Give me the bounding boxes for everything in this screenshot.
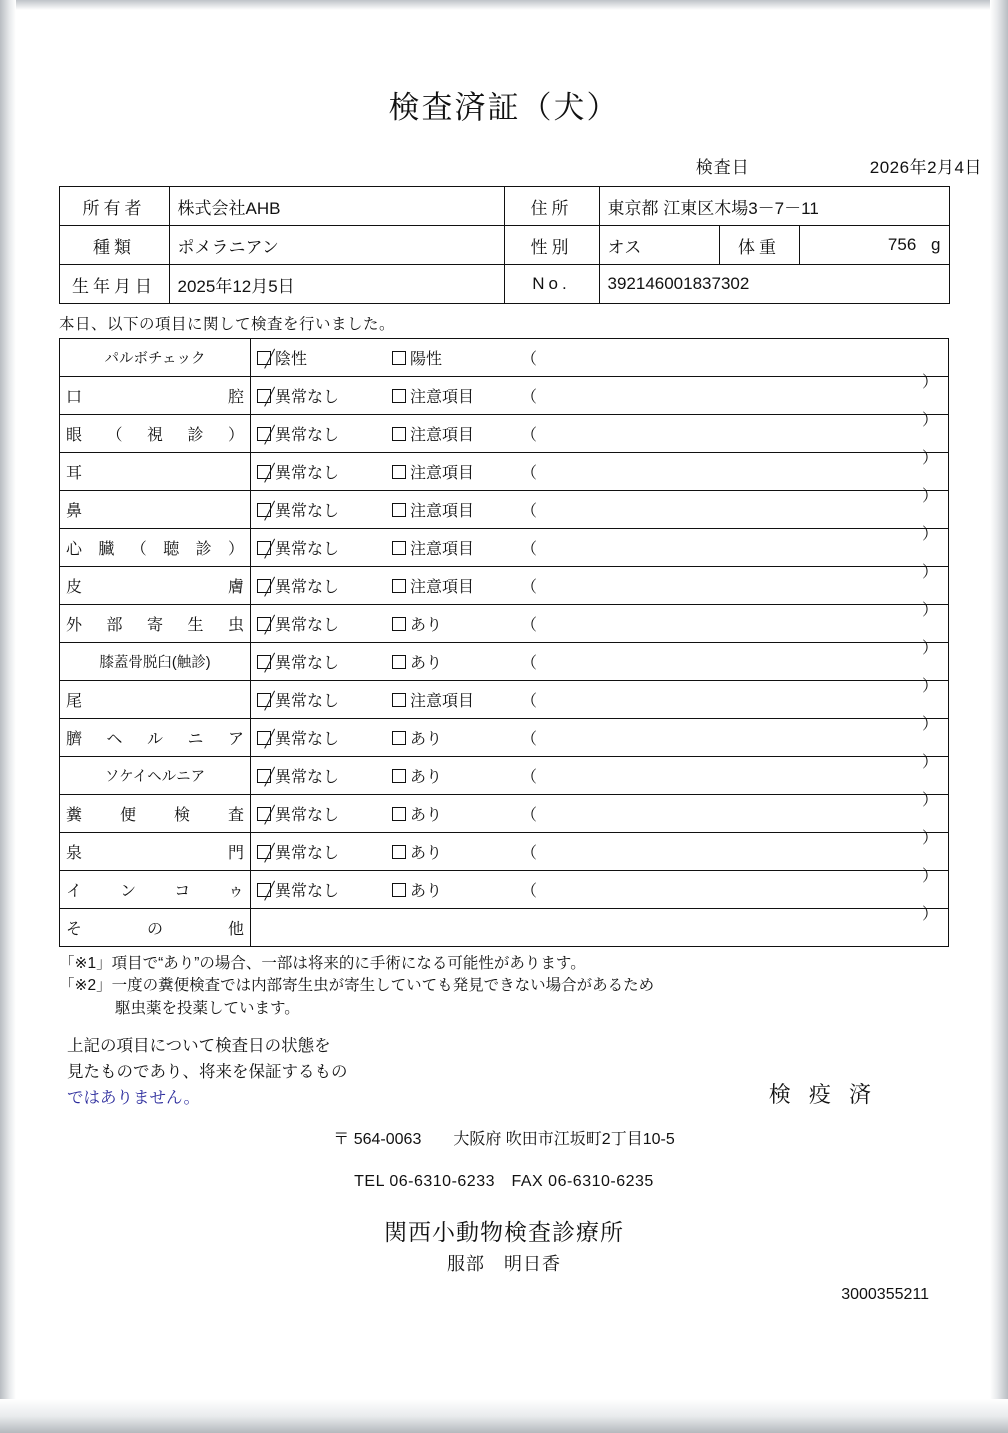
checkbox-icon[interactable]	[392, 503, 406, 517]
inspection-item-row	[60, 909, 949, 947]
inspection-item-options	[251, 453, 949, 505]
other-item-label: そ の 他	[60, 909, 251, 947]
option-primary-label: 異常なし	[275, 617, 340, 634]
inspection-item-options	[251, 833, 949, 885]
inspection-date-row	[18, 153, 990, 178]
option-primary[interactable]	[257, 802, 392, 825]
option-secondary[interactable]	[392, 878, 517, 901]
checkbox-icon[interactable]	[392, 655, 406, 669]
option-secondary-label: あり	[410, 655, 443, 672]
inspection-item-row	[60, 529, 949, 567]
option-primary-label: 異常なし	[275, 845, 340, 862]
inspection-date-value: 2026年2月4日	[869, 158, 982, 177]
inspection-item-options	[251, 491, 949, 543]
remark-paren-close: ）	[921, 412, 938, 429]
document-serial-number: 3000355211	[841, 1286, 929, 1304]
disclaimer-line-2: 見たものであり、将来を保証するもの	[67, 1062, 348, 1081]
scan-edge-left	[0, 0, 16, 1433]
remark-paren-close: ）	[921, 906, 938, 923]
checkbox-icon[interactable]	[392, 541, 406, 555]
option-secondary-label: 注意項目	[410, 579, 475, 596]
inspection-item-label: 皮 膚	[60, 567, 251, 605]
inspection-item-row	[60, 491, 949, 529]
remark-paren-open: （	[521, 351, 538, 368]
remark-paren-close: ）	[921, 716, 938, 733]
checkbox-icon[interactable]	[257, 541, 271, 555]
option-primary[interactable]	[257, 498, 392, 521]
remark-paren-open: （	[521, 389, 538, 406]
checkbox-icon[interactable]	[257, 807, 271, 821]
inspection-item-label: 外部寄生虫	[60, 605, 251, 643]
remark-paren-open: （	[521, 845, 538, 862]
checkbox-icon[interactable]	[392, 579, 406, 593]
weight-value-cell	[799, 226, 949, 265]
inspection-item-options	[251, 757, 949, 809]
option-primary[interactable]	[257, 460, 392, 483]
option-primary[interactable]	[257, 650, 392, 673]
sex-label: 性別	[504, 226, 599, 265]
inspection-item-label: 臍ヘルニア	[60, 719, 251, 757]
option-primary[interactable]	[257, 612, 392, 635]
remark-paren-open: （	[521, 807, 538, 824]
checkbox-icon[interactable]	[257, 655, 271, 669]
inspection-item-row	[60, 871, 949, 909]
option-secondary-label: 注意項目	[410, 465, 475, 482]
inspection-item-options	[251, 529, 949, 581]
remark-paren-close: ）	[921, 564, 938, 581]
checkbox-icon[interactable]	[257, 427, 271, 441]
option-primary-label: 異常なし	[275, 541, 340, 558]
option-primary-label: 異常なし	[275, 465, 340, 482]
footer-area	[59, 1034, 949, 1304]
weight-unit: g	[931, 235, 941, 254]
inspection-item-row	[60, 719, 949, 757]
clinic-name: 関西小動物検査診療所	[384, 1219, 624, 1246]
remark-paren-open: （	[521, 883, 538, 900]
option-secondary[interactable]	[392, 726, 517, 749]
option-secondary-label: 注意項目	[410, 541, 475, 558]
option-primary-label: 異常なし	[275, 427, 340, 444]
inspection-date-label: 検査日	[695, 158, 750, 177]
clinic-address: 〒 564-0063 大阪府 吹田市江坂町2丁目10-5	[333, 1131, 675, 1149]
option-secondary[interactable]	[392, 612, 517, 635]
option-primary-label: 異常なし	[275, 389, 340, 406]
footnote-2: 「※2」一度の糞便検査では内部寄生虫が寄生していても発見できない場合があるため	[59, 977, 655, 995]
option-secondary-label: 注意項目	[410, 389, 475, 406]
option-primary-label: 異常なし	[275, 769, 340, 786]
option-primary-label: 異常なし	[275, 579, 340, 596]
certificate-sheet	[18, 10, 990, 1390]
weight-value: 756	[887, 235, 917, 254]
inspection-item-label: 眼（視診）	[60, 415, 251, 453]
checkbox-icon[interactable]	[257, 503, 271, 517]
inspection-item-label: パルボチェック	[60, 339, 251, 377]
remark-paren-close: ）	[921, 602, 938, 619]
table-row	[59, 226, 949, 265]
checkbox-icon[interactable]	[392, 617, 406, 631]
document-title: 検査済証（犬）	[388, 90, 620, 125]
option-primary[interactable]	[257, 346, 392, 369]
option-primary-label: 異常なし	[275, 807, 340, 824]
option-primary-label: 陰性	[275, 351, 308, 368]
owner-value: 株式会社AHB	[169, 187, 504, 226]
address-value: 東京都 江東区木場3－7－11	[599, 187, 949, 226]
table-row	[59, 265, 949, 304]
breed-label: 種類	[59, 226, 169, 265]
inspection-item-row	[60, 453, 949, 491]
inspection-item-row	[60, 377, 949, 415]
option-secondary[interactable]	[392, 574, 517, 597]
option-primary[interactable]	[257, 384, 392, 407]
checkbox-icon[interactable]	[392, 693, 406, 707]
option-secondary-label: あり	[410, 883, 443, 900]
option-secondary[interactable]	[392, 688, 517, 711]
option-primary-label: 異常なし	[275, 883, 340, 900]
option-secondary-label: 注意項目	[410, 693, 475, 710]
checkbox-icon[interactable]	[257, 351, 271, 365]
disclaimer-line-3: ではありません。	[67, 1088, 200, 1107]
inspection-item-options	[251, 415, 949, 467]
remark-paren-close: ）	[921, 792, 938, 809]
clinic-phone-fax: TEL 06-6310-6233 FAX 06-6310-6235	[354, 1173, 654, 1191]
remark-paren-open: （	[521, 731, 538, 748]
remark-paren-close: ）	[921, 830, 938, 847]
inspection-item-options	[251, 377, 949, 429]
checkbox-icon[interactable]	[257, 731, 271, 745]
inspection-item-options	[251, 567, 949, 619]
checkbox-icon[interactable]	[257, 769, 271, 783]
birthdate-value: 2025年12月5日	[169, 265, 504, 304]
option-primary-label: 異常なし	[275, 503, 340, 520]
inspection-item-row	[60, 415, 949, 453]
inspection-item-row	[60, 833, 949, 871]
footnote-1: 「※1」項目で“あり”の場合、一部は将来的に手術になる可能性があります。	[59, 955, 586, 972]
option-secondary[interactable]	[392, 422, 517, 445]
option-primary-label: 異常なし	[275, 693, 340, 710]
breed-value: ポメラニアン	[169, 226, 504, 265]
remark-paren-open: （	[521, 503, 538, 520]
inspection-item-row	[60, 757, 949, 795]
remark-paren-open: （	[521, 655, 538, 672]
remark-paren-close: ）	[921, 488, 938, 505]
remark-paren-open: （	[521, 541, 538, 558]
scan-edge-top	[0, 0, 1008, 10]
option-secondary-label: 注意項目	[410, 427, 475, 444]
scan-edge-bottom	[0, 1399, 1008, 1433]
option-secondary-label: あり	[410, 617, 443, 634]
option-primary-label: 異常なし	[275, 731, 340, 748]
inspection-item-options	[251, 719, 949, 771]
birthdate-label: 生年月日	[59, 265, 169, 304]
option-secondary[interactable]	[392, 764, 517, 787]
inspection-items-table	[59, 338, 949, 947]
checkbox-icon[interactable]	[257, 693, 271, 707]
inspection-item-row	[60, 643, 949, 681]
inspection-item-row	[60, 339, 949, 377]
remark-paren-close: ）	[921, 678, 938, 695]
inspection-item-row	[60, 795, 949, 833]
remark-paren-open: （	[521, 617, 538, 634]
option-secondary[interactable]	[392, 536, 517, 559]
remark-paren-close: ）	[921, 640, 938, 657]
inspection-item-options	[251, 339, 949, 391]
option-primary-label: 異常なし	[275, 655, 340, 672]
remark-paren-close: ）	[921, 450, 938, 467]
remark-paren-open: （	[521, 693, 538, 710]
inspection-item-label: ソケイヘルニア	[60, 757, 251, 795]
microchip-no-label: No.	[504, 265, 599, 304]
option-secondary-label: 陽性	[410, 351, 443, 368]
checkbox-icon[interactable]	[392, 427, 406, 441]
remark-paren-close: ）	[921, 374, 938, 391]
inspection-item-label: 泉 門	[60, 833, 251, 871]
inspection-item-label: 鼻	[60, 491, 251, 529]
inspection-item-options	[251, 605, 949, 657]
other-item-value[interactable]	[251, 909, 949, 947]
option-secondary[interactable]	[392, 802, 517, 825]
option-secondary[interactable]	[392, 384, 517, 407]
option-secondary[interactable]	[392, 460, 517, 483]
inspection-item-options	[251, 795, 949, 847]
inspection-item-label: 心臓（聴診）	[60, 529, 251, 567]
inspection-item-label: 耳	[60, 453, 251, 491]
checkbox-icon[interactable]	[392, 883, 406, 897]
checkbox-icon[interactable]	[392, 351, 406, 365]
inspection-item-row	[60, 567, 949, 605]
option-secondary-label: あり	[410, 807, 443, 824]
scan-edge-right	[990, 0, 1008, 1433]
weight-label: 体重	[719, 226, 799, 265]
option-secondary[interactable]	[392, 498, 517, 521]
microchip-no-value: 392146001837302	[599, 265, 949, 304]
inspection-item-label: 糞 便 検 査	[60, 795, 251, 833]
checkbox-icon[interactable]	[257, 883, 271, 897]
checkbox-icon[interactable]	[257, 617, 271, 631]
address-label: 住所	[504, 187, 599, 226]
remark-paren-close: ）	[921, 526, 938, 543]
inspection-item-row	[60, 605, 949, 643]
remark-paren-close: ）	[921, 868, 938, 885]
checkbox-icon[interactable]	[392, 845, 406, 859]
option-primary[interactable]	[257, 574, 392, 597]
checkbox-icon[interactable]	[392, 807, 406, 821]
option-secondary-label: あり	[410, 731, 443, 748]
option-secondary-label: あり	[410, 845, 443, 862]
inspection-item-label: 尾	[60, 681, 251, 719]
inspection-notice: 本日、以下の項目に関して検査を行いました。	[59, 316, 396, 333]
checkbox-icon[interactable]	[257, 389, 271, 403]
inspection-item-options	[251, 681, 949, 733]
option-secondary-label: あり	[410, 769, 443, 786]
table-row	[59, 187, 949, 226]
option-secondary[interactable]	[392, 840, 517, 863]
option-primary[interactable]	[257, 726, 392, 749]
checkbox-icon[interactable]	[257, 579, 271, 593]
owner-label: 所有者	[59, 187, 169, 226]
remark-paren-open: （	[521, 769, 538, 786]
option-primary[interactable]	[257, 840, 392, 863]
inspector-name: 服部 明日香	[447, 1254, 561, 1275]
checkbox-icon[interactable]	[392, 465, 406, 479]
inspection-item-label: 口 腔	[60, 377, 251, 415]
subject-info-table	[59, 186, 950, 304]
checkbox-icon[interactable]	[257, 845, 271, 859]
quarantine-stamp: 検 疫 済	[768, 1082, 877, 1108]
option-secondary[interactable]	[392, 346, 517, 369]
remark-paren-close: ）	[921, 754, 938, 771]
option-secondary[interactable]	[392, 650, 517, 673]
inspection-item-options	[251, 871, 949, 923]
disclaimer-line-1: 上記の項目について検査日の状態を	[67, 1037, 331, 1056]
footnote-2-cont: 駆虫薬を投薬しています。	[115, 999, 300, 1017]
footnotes	[59, 953, 949, 1020]
checkbox-icon[interactable]	[392, 731, 406, 745]
option-primary[interactable]	[257, 878, 392, 901]
inspection-item-label: 膝蓋骨脱臼(触診)	[60, 643, 251, 681]
option-secondary-label: 注意項目	[410, 503, 475, 520]
option-primary[interactable]	[257, 422, 392, 445]
option-primary[interactable]	[257, 536, 392, 559]
checkbox-icon[interactable]	[257, 465, 271, 479]
disclaimer-text	[67, 1034, 348, 1111]
option-primary[interactable]	[257, 764, 392, 787]
sex-value: オス	[599, 226, 719, 265]
remark-paren-open: （	[521, 465, 538, 482]
remark-paren-open: （	[521, 427, 538, 444]
inspection-item-options	[251, 643, 949, 695]
remark-paren-open: （	[521, 579, 538, 596]
option-primary[interactable]	[257, 688, 392, 711]
checkbox-icon[interactable]	[392, 389, 406, 403]
inspection-item-row	[60, 681, 949, 719]
inspection-item-label: インコゥ	[60, 871, 251, 909]
checkbox-icon[interactable]	[392, 769, 406, 783]
